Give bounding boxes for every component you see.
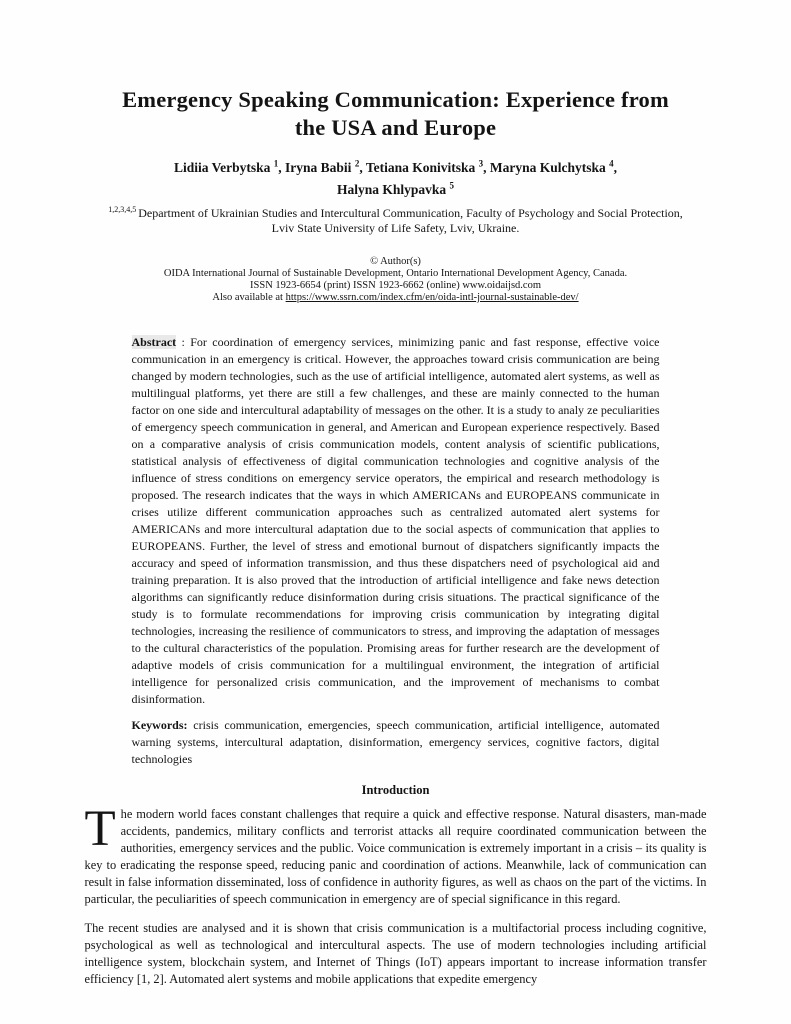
author-name: Maryna Kulchytska $^4$,: [489, 158, 617, 175]
abstract-label: Abstract: [131, 335, 177, 349]
affiliation-text: Department of Ukrainian Studies and Intercultural Communication, Faculty of Psychology and Social Protection, Lviv State University of Life Safety, Lviv, Ukraine.: [138, 206, 683, 235]
author-superscript: 5: [449, 180, 455, 191]
drop-cap: T: [84, 801, 116, 857]
section-heading-introduction: Introduction: [361, 783, 430, 797]
issn-line: ISSN 1923-6654 (print) ISSN 1923-6662 (online) www.oidaijsd.com: [250, 280, 541, 291]
abstract-text: For coordination of emergency services, minimizing panic and fast response, effective voice communication in an emergency is critical. However, the approaches toward crisis communication are being changed by modern technologies, such as the use of artificial intelligence, automated alert systems, as well as multilingual platforms, yet there are still a few challenges, and these are mainly connected to the human factor on one side and intercultural adaptability of messages on the other. It is a study to analy ze peculiarities of emergency speech communication in general, and American and European experience respectively. Based on a comparative analysis of crisis communication models, content analysis of scientific publications, statistical analysis of effectiveness of digital communication technologies and cognitive analysis of the influence of stress conditions on emergency service operators, the empirical and research methodology is proposed. The research indicates that the ways in which AMERICANs and EUROPEANS communicate in crises utilize different communication approaches such as centralized automated alert systems for AMERICANs and more intercultural adaptation due to the social aspects of communication that applies to EUROPEANS. Further, the level of stress and emotional burnout of dispatchers significantly impacts the accuracy and speed of information transmission, and thus these dispatchers need of psychological aid and training preparation. It is also proved that the introduction of artificial intelligence and fake news detection algorithms can significantly reduce disinformation during crisis situations. The practical significance of the study is to formulate recommendations for improving crisis communication by integrating digital technologies, increasing the resilience of communicators to stress, and improving the adaptation of messages to the cultural characteristics of the population. Promising areas for further research are the development of adaptive models of crisis communication for a multilingual environment, the integration of artificial intelligence for personalized crisis communication, and the improvement of mechanisms to combat disinformation.: [131, 335, 660, 706]
author-superscript: 1: [273, 158, 279, 168]
author-name: Lidiia Verbytska $^1$,: [174, 158, 286, 175]
affiliation: [103, 202, 689, 236]
keywords-paragraph: [132, 717, 660, 768]
author-superscript: 3: [478, 158, 484, 168]
introduction-paragraph-1: [84, 801, 707, 907]
abstract-paragraph: Abstract : For coordination of emergency services, minimizing panic and fast response, effective voice communication in an emergency is critical. However, the approaches toward crisis communication are being changed by modern technologies, such as the use of artificial intelligence, automated alert systems, as well as multilingual platforms, yet there are still a few challenges, and these are mainly connected to the human factor on one side and intercultural adaptability of messages on the other. It is a study to analy ze peculiarities of emergency speech communication in general, and American and European experience respectively. Based on a comparative analysis of crisis communication models, content analysis of scientific publications, statistical analysis of effectiveness of digital communication technologies and cognitive analysis of the influence of stress conditions on emergency service operators, the empirical and research methodology is proposed. The research indicates that the ways in which AMERICANs and EUROPEANS communicate in crises utilize different communication approaches such as centralized automated alert systems for AMERICANs and more intercultural adaptation due to the social aspects of communication that applies to EUROPEANS. Further, the level of stress and emotional burnout of dispatchers significantly impacts the accuracy and speed of information transmission, and thus these dispatchers need of psychological aid and training preparation. It is also proved that the introduction of artificial intelligence and fake news detection algorithms can significantly reduce disinformation during crisis situations. The practical significance of the study is to formulate recommendations for improving crisis communication by integrating digital technologies, increasing the resilience of communicators to stress, and improving the adaptation of messages to the cultural characteristics of the population. Promising areas for further research are the development of adaptive models of crisis communication for a multilingual environment, the integration of artificial intelligence for personalized crisis communication, and the improvement of mechanisms to combat disinformation.: [131, 335, 660, 706]
availability-prefix: Also available at: [212, 292, 286, 303]
author-name: Tetiana Konivitska $^3$,: [365, 158, 490, 175]
copyright-line: © Author(s): [370, 256, 421, 267]
keywords-label: Keywords:: [131, 718, 188, 732]
availability-line: [0, 292, 791, 304]
paper-title: [0, 86, 791, 142]
paper-title-line2: the USA and Europe: [294, 115, 497, 140]
paper-title-line1: Emergency Speaking Communication: Experience from: [122, 87, 669, 112]
introduction-paragraph-1-text: he modern world faces constant challenges that require a quick and effective response. Natural disasters, man-made accidents, pandemics, military conflicts and terrorist attacks all require coordinated communication between the authorities, emergency services and the public. Voice communication is extremely important in a crisis – its quality is key to eradicating the response speed, reducing panic and coordination of actions. Meanwhile, lack of communication can result in false information disseminated, loss of confidence in authority figures, as well as chaos on the part of the victims. In particular, the peculiarities of speech communication in emergency are of special significance in this regard.: [84, 807, 707, 906]
publisher-block: [0, 256, 791, 304]
author-list: [0, 154, 791, 199]
keywords-text: crisis communication, emergencies, speech communication, artificial intelligence, automated warning systems, intercultural adaptation, disinformation, emergency services, cognitive factors, digital technologies: [131, 718, 660, 766]
affiliation-superscript: 1,2,3,4,5: [108, 205, 139, 214]
author-name: Halyna Khlypavka $^5$: [336, 180, 455, 197]
journal-line: OIDA International Journal of Sustainable Development, Ontario International Development Agency, Canada.: [163, 268, 628, 279]
author-superscript: 4: [609, 158, 614, 168]
introduction-paragraph-2: The recent studies are analysed and it is shown that crisis communication is a multifactorial process including cognitive, psychological as well as technological and intercultural aspects. The use of modern technologies including artificial intelligence system, blockchain system, and Internet of Things (IoT) appears important to increase information transfer efficiency [1, 2]. Automated alert systems and mobile applications that expedite emergency: [84, 921, 707, 987]
author-superscript: 2: [354, 158, 360, 168]
author-name: Iryna Babii $^2$,: [285, 158, 366, 175]
ssrn-link[interactable]: https://www.ssrn.com/index.cfm/en/oida-intl-journal-sustainable-dev/: [285, 292, 579, 303]
abstract-block: [132, 334, 660, 768]
introduction-text: [84, 801, 707, 988]
